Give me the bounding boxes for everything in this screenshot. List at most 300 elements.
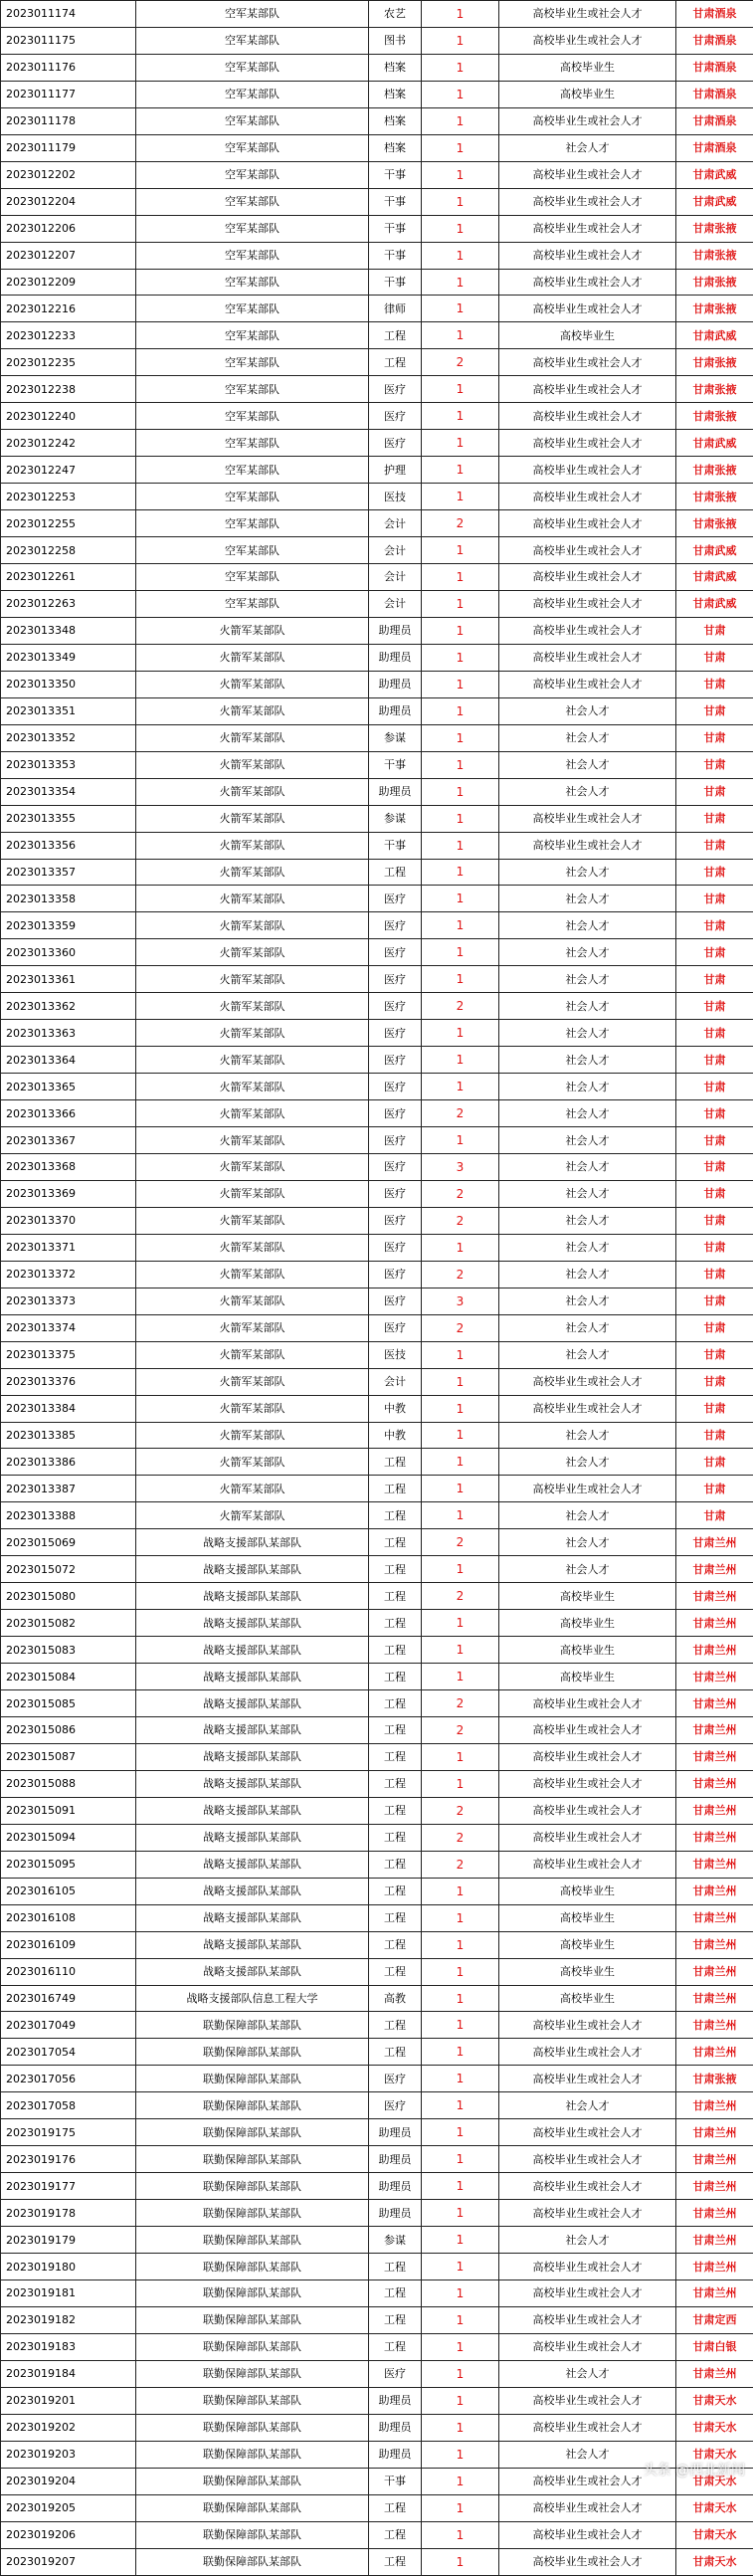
table-row bbox=[1, 2521, 753, 2548]
table-row bbox=[1, 188, 753, 215]
unit-name-cell: 战略支援部队某部队 bbox=[136, 1743, 369, 1770]
headcount-cell: 1 bbox=[422, 886, 499, 912]
position-code-cell: 2023016110 bbox=[1, 1958, 136, 1985]
post-category-cell: 助理员 bbox=[369, 2146, 422, 2173]
headcount-cell: 1 bbox=[422, 1878, 499, 1904]
headcount-cell: 2 bbox=[422, 510, 499, 537]
work-location-cell: 甘肃兰州 bbox=[676, 2173, 753, 2200]
candidate-source-cell: 高校毕业生或社会人才 bbox=[499, 1797, 676, 1824]
work-location-cell: 甘肃 bbox=[676, 1288, 753, 1314]
post-category-cell: 助理员 bbox=[369, 2200, 422, 2227]
position-code-cell: 2023015085 bbox=[1, 1690, 136, 1717]
candidate-source-cell: 高校毕业生或社会人才 bbox=[499, 1476, 676, 1502]
table-row bbox=[1, 2254, 753, 2280]
table-row bbox=[1, 993, 753, 1020]
post-category-cell: 干事 bbox=[369, 188, 422, 215]
table-row bbox=[1, 349, 753, 376]
work-location-cell: 甘肃 bbox=[676, 1476, 753, 1502]
table-row bbox=[1, 1, 753, 28]
position-code-cell: 2023011178 bbox=[1, 107, 136, 134]
unit-name-cell: 战略支援部队某部队 bbox=[136, 1931, 369, 1958]
headcount-cell: 1 bbox=[422, 590, 499, 617]
headcount-cell: 1 bbox=[422, 1341, 499, 1368]
position-code-cell: 2023012202 bbox=[1, 161, 136, 188]
candidate-source-cell: 高校毕业生或社会人才 bbox=[499, 107, 676, 134]
work-location-cell: 甘肃张掖 bbox=[676, 403, 753, 430]
headcount-cell: 1 bbox=[422, 107, 499, 134]
headcount-cell: 1 bbox=[422, 1020, 499, 1047]
table-row bbox=[1, 2092, 753, 2119]
post-category-cell: 助理员 bbox=[369, 778, 422, 805]
candidate-source-cell: 高校毕业生 bbox=[499, 81, 676, 107]
table-row bbox=[1, 1395, 753, 1422]
position-code-cell: 2023015083 bbox=[1, 1637, 136, 1664]
post-category-cell: 工程 bbox=[369, 1556, 422, 1583]
table-row bbox=[1, 1878, 753, 1904]
unit-name-cell: 火箭军某部队 bbox=[136, 617, 369, 644]
post-category-cell: 医疗 bbox=[369, 1020, 422, 1047]
position-code-cell: 2023017049 bbox=[1, 2012, 136, 2039]
work-location-cell: 甘肃兰州 bbox=[676, 1556, 753, 1583]
position-code-cell: 2023019204 bbox=[1, 2468, 136, 2494]
headcount-cell: 1 bbox=[422, 81, 499, 107]
position-code-cell: 2023019180 bbox=[1, 2254, 136, 2280]
table-row bbox=[1, 161, 753, 188]
work-location-cell: 甘肃 bbox=[676, 1449, 753, 1476]
table-row bbox=[1, 1422, 753, 1449]
table-row bbox=[1, 2414, 753, 2441]
headcount-cell: 2 bbox=[422, 349, 499, 376]
post-category-cell: 医疗 bbox=[369, 886, 422, 912]
headcount-cell: 1 bbox=[422, 161, 499, 188]
post-category-cell: 医疗 bbox=[369, 1074, 422, 1100]
headcount-cell: 1 bbox=[422, 1502, 499, 1529]
candidate-source-cell: 高校毕业生或社会人才 bbox=[499, 403, 676, 430]
headcount-cell: 2 bbox=[422, 1797, 499, 1824]
post-category-cell: 助理员 bbox=[369, 617, 422, 644]
table-row bbox=[1, 376, 753, 403]
headcount-cell: 1 bbox=[422, 1637, 499, 1664]
candidate-source-cell: 高校毕业生或社会人才 bbox=[499, 2333, 676, 2360]
table-row bbox=[1, 2200, 753, 2227]
table-row bbox=[1, 1770, 753, 1797]
work-location-cell: 甘肃酒泉 bbox=[676, 27, 753, 54]
position-code-cell: 2023017058 bbox=[1, 2092, 136, 2119]
unit-name-cell: 火箭军某部队 bbox=[136, 1180, 369, 1207]
table-row bbox=[1, 2360, 753, 2387]
unit-name-cell: 战略支援部队某部队 bbox=[136, 1770, 369, 1797]
position-code-cell: 2023011175 bbox=[1, 27, 136, 54]
position-code-cell: 2023013358 bbox=[1, 886, 136, 912]
table-row bbox=[1, 1958, 753, 1985]
work-location-cell: 甘肃 bbox=[676, 1153, 753, 1180]
candidate-source-cell: 社会人才 bbox=[499, 2441, 676, 2468]
candidate-source-cell: 高校毕业生 bbox=[499, 1583, 676, 1610]
position-code-cell: 2023019205 bbox=[1, 2494, 136, 2521]
position-code-cell: 2023019201 bbox=[1, 2387, 136, 2414]
table-row bbox=[1, 54, 753, 81]
unit-name-cell: 火箭军某部队 bbox=[136, 778, 369, 805]
table-row bbox=[1, 403, 753, 430]
candidate-source-cell: 社会人才 bbox=[499, 886, 676, 912]
unit-name-cell: 火箭军某部队 bbox=[136, 1422, 369, 1449]
work-location-cell: 甘肃兰州 bbox=[676, 1690, 753, 1717]
table-row bbox=[1, 1261, 753, 1288]
unit-name-cell: 空军某部队 bbox=[136, 54, 369, 81]
unit-name-cell: 火箭军某部队 bbox=[136, 1153, 369, 1180]
headcount-cell: 1 bbox=[422, 1743, 499, 1770]
position-code-cell: 2023012255 bbox=[1, 510, 136, 537]
candidate-source-cell: 高校毕业生或社会人才 bbox=[499, 2494, 676, 2521]
position-code-cell: 2023013364 bbox=[1, 1047, 136, 1074]
position-code-cell: 2023015082 bbox=[1, 1610, 136, 1637]
table-row bbox=[1, 859, 753, 886]
headcount-cell: 1 bbox=[422, 751, 499, 778]
candidate-source-cell: 高校毕业生 bbox=[499, 1878, 676, 1904]
candidate-source-cell: 高校毕业生或社会人才 bbox=[499, 161, 676, 188]
work-location-cell: 甘肃兰州 bbox=[676, 1904, 753, 1931]
table-row bbox=[1, 510, 753, 537]
unit-name-cell: 空军某部队 bbox=[136, 590, 369, 617]
headcount-cell: 1 bbox=[422, 1395, 499, 1422]
post-category-cell: 医疗 bbox=[369, 1153, 422, 1180]
post-category-cell: 工程 bbox=[369, 1637, 422, 1664]
candidate-source-cell: 高校毕业生或社会人才 bbox=[499, 2012, 676, 2039]
headcount-cell: 1 bbox=[422, 242, 499, 269]
headcount-cell: 1 bbox=[422, 1770, 499, 1797]
candidate-source-cell: 高校毕业生或社会人才 bbox=[499, 188, 676, 215]
post-category-cell: 工程 bbox=[369, 1610, 422, 1637]
post-category-cell: 工程 bbox=[369, 1664, 422, 1690]
work-location-cell: 甘肃兰州 bbox=[676, 2254, 753, 2280]
candidate-source-cell: 社会人才 bbox=[499, 1502, 676, 1529]
unit-name-cell: 空军某部队 bbox=[136, 564, 369, 591]
work-location-cell: 甘肃张掖 bbox=[676, 376, 753, 403]
unit-name-cell: 火箭军某部队 bbox=[136, 697, 369, 724]
candidate-source-cell: 社会人才 bbox=[499, 1020, 676, 1047]
post-category-cell: 高教 bbox=[369, 1985, 422, 2012]
candidate-source-cell: 高校毕业生 bbox=[499, 1610, 676, 1637]
unit-name-cell: 战略支援部队某部队 bbox=[136, 1878, 369, 1904]
candidate-source-cell: 高校毕业生或社会人才 bbox=[499, 430, 676, 457]
work-location-cell: 甘肃天水 bbox=[676, 2387, 753, 2414]
table-row bbox=[1, 537, 753, 564]
headcount-cell: 1 bbox=[422, 2494, 499, 2521]
work-location-cell: 甘肃兰州 bbox=[676, 1985, 753, 2012]
work-location-cell: 甘肃张掖 bbox=[676, 242, 753, 269]
position-code-cell: 2023019175 bbox=[1, 2119, 136, 2146]
post-category-cell: 医疗 bbox=[369, 1314, 422, 1341]
unit-name-cell: 联勤保障部队某部队 bbox=[136, 2092, 369, 2119]
position-code-cell: 2023019176 bbox=[1, 2146, 136, 2173]
table-row bbox=[1, 2146, 753, 2173]
unit-name-cell: 火箭军某部队 bbox=[136, 966, 369, 993]
post-category-cell: 农艺 bbox=[369, 1, 422, 28]
candidate-source-cell: 社会人才 bbox=[499, 1288, 676, 1314]
candidate-source-cell: 高校毕业生 bbox=[499, 1904, 676, 1931]
position-code-cell: 2023013371 bbox=[1, 1234, 136, 1261]
headcount-cell: 1 bbox=[422, 2306, 499, 2333]
candidate-source-cell: 社会人才 bbox=[499, 724, 676, 751]
candidate-source-cell: 高校毕业生 bbox=[499, 322, 676, 349]
candidate-source-cell: 高校毕业生或社会人才 bbox=[499, 590, 676, 617]
headcount-cell: 1 bbox=[422, 2012, 499, 2039]
candidate-source-cell: 高校毕业生或社会人才 bbox=[499, 269, 676, 296]
unit-name-cell: 空军某部队 bbox=[136, 403, 369, 430]
table-row bbox=[1, 966, 753, 993]
position-code-cell: 2023012263 bbox=[1, 590, 136, 617]
table-row bbox=[1, 1314, 753, 1341]
unit-name-cell: 火箭军某部队 bbox=[136, 1261, 369, 1288]
candidate-source-cell: 高校毕业生或社会人才 bbox=[499, 1770, 676, 1797]
unit-name-cell: 火箭军某部队 bbox=[136, 1288, 369, 1314]
post-category-cell: 工程 bbox=[369, 1502, 422, 1529]
candidate-source-cell: 社会人才 bbox=[499, 778, 676, 805]
table-row bbox=[1, 1341, 753, 1368]
position-code-cell: 2023013359 bbox=[1, 912, 136, 939]
headcount-cell: 2 bbox=[422, 993, 499, 1020]
position-code-cell: 2023012209 bbox=[1, 269, 136, 296]
work-location-cell: 甘肃 bbox=[676, 1047, 753, 1074]
unit-name-cell: 火箭军某部队 bbox=[136, 1207, 369, 1234]
work-location-cell: 甘肃张掖 bbox=[676, 484, 753, 510]
unit-name-cell: 战略支援部队某部队 bbox=[136, 1610, 369, 1637]
work-location-cell: 甘肃 bbox=[676, 939, 753, 966]
work-location-cell: 甘肃兰州 bbox=[676, 1610, 753, 1637]
candidate-source-cell: 社会人才 bbox=[499, 1100, 676, 1127]
position-code-cell: 2023015080 bbox=[1, 1583, 136, 1610]
headcount-cell: 1 bbox=[422, 1074, 499, 1100]
table-row bbox=[1, 1931, 753, 1958]
unit-name-cell: 火箭军某部队 bbox=[136, 939, 369, 966]
unit-name-cell: 空军某部队 bbox=[136, 242, 369, 269]
position-code-cell: 2023013356 bbox=[1, 832, 136, 859]
work-location-cell: 甘肃定西 bbox=[676, 2306, 753, 2333]
candidate-source-cell: 高校毕业生或社会人才 bbox=[499, 2173, 676, 2200]
position-code-cell: 2023019184 bbox=[1, 2360, 136, 2387]
unit-name-cell: 战略支援部队某部队 bbox=[136, 1824, 369, 1851]
position-code-cell: 2023012233 bbox=[1, 322, 136, 349]
candidate-source-cell: 高校毕业生或社会人才 bbox=[499, 2146, 676, 2173]
candidate-source-cell: 高校毕业生或社会人才 bbox=[499, 27, 676, 54]
work-location-cell: 甘肃张掖 bbox=[676, 510, 753, 537]
post-category-cell: 工程 bbox=[369, 1476, 422, 1502]
work-location-cell: 甘肃兰州 bbox=[676, 1717, 753, 1744]
position-code-cell: 2023012258 bbox=[1, 537, 136, 564]
headcount-cell: 1 bbox=[422, 1556, 499, 1583]
work-location-cell: 甘肃兰州 bbox=[676, 2360, 753, 2387]
unit-name-cell: 火箭军某部队 bbox=[136, 1074, 369, 1100]
candidate-source-cell: 社会人才 bbox=[499, 1153, 676, 1180]
candidate-source-cell: 高校毕业生或社会人才 bbox=[499, 2414, 676, 2441]
table-row bbox=[1, 2494, 753, 2521]
unit-name-cell: 联勤保障部队某部队 bbox=[136, 2306, 369, 2333]
candidate-source-cell: 高校毕业生或社会人才 bbox=[499, 242, 676, 269]
post-category-cell: 参谋 bbox=[369, 2227, 422, 2254]
position-code-cell: 2023019206 bbox=[1, 2521, 136, 2548]
position-code-cell: 2023017056 bbox=[1, 2066, 136, 2092]
position-code-cell: 2023013367 bbox=[1, 1127, 136, 1154]
headcount-cell: 1 bbox=[422, 484, 499, 510]
position-code-cell: 2023013370 bbox=[1, 1207, 136, 1234]
headcount-cell: 1 bbox=[422, 134, 499, 161]
work-location-cell: 甘肃 bbox=[676, 1368, 753, 1395]
headcount-cell: 1 bbox=[422, 2414, 499, 2441]
work-location-cell: 甘肃兰州 bbox=[676, 1664, 753, 1690]
work-location-cell: 甘肃 bbox=[676, 644, 753, 671]
unit-name-cell: 联勤保障部队某部队 bbox=[136, 2066, 369, 2092]
position-code-cell: 2023012240 bbox=[1, 403, 136, 430]
position-code-cell: 2023013388 bbox=[1, 1502, 136, 1529]
position-code-cell: 2023013365 bbox=[1, 1074, 136, 1100]
headcount-cell: 1 bbox=[422, 2468, 499, 2494]
candidate-source-cell: 高校毕业生或社会人才 bbox=[499, 1851, 676, 1878]
candidate-source-cell: 高校毕业生 bbox=[499, 1931, 676, 1958]
candidate-source-cell: 高校毕业生或社会人才 bbox=[499, 832, 676, 859]
position-code-cell: 2023011174 bbox=[1, 1, 136, 28]
candidate-source-cell: 社会人才 bbox=[499, 1529, 676, 1556]
headcount-cell: 1 bbox=[422, 2092, 499, 2119]
headcount-cell: 1 bbox=[422, 457, 499, 484]
position-code-cell: 2023012235 bbox=[1, 349, 136, 376]
candidate-source-cell: 高校毕业生或社会人才 bbox=[499, 215, 676, 242]
table-row bbox=[1, 912, 753, 939]
position-code-cell: 2023013357 bbox=[1, 859, 136, 886]
work-location-cell: 甘肃 bbox=[676, 805, 753, 832]
post-category-cell: 助理员 bbox=[369, 2414, 422, 2441]
candidate-source-cell: 社会人才 bbox=[499, 2092, 676, 2119]
table-row bbox=[1, 2280, 753, 2307]
table-row bbox=[1, 269, 753, 296]
table-row bbox=[1, 1074, 753, 1100]
table-row bbox=[1, 1690, 753, 1717]
headcount-cell: 1 bbox=[422, 644, 499, 671]
position-code-cell: 2023011176 bbox=[1, 54, 136, 81]
table-row bbox=[1, 2119, 753, 2146]
position-code-cell: 2023015069 bbox=[1, 1529, 136, 1556]
position-code-cell: 2023013368 bbox=[1, 1153, 136, 1180]
unit-name-cell: 联勤保障部队某部队 bbox=[136, 2254, 369, 2280]
headcount-cell: 1 bbox=[422, 617, 499, 644]
work-location-cell: 甘肃天水 bbox=[676, 2548, 753, 2575]
candidate-source-cell: 社会人才 bbox=[499, 966, 676, 993]
work-location-cell: 甘肃兰州 bbox=[676, 1583, 753, 1610]
headcount-cell: 1 bbox=[422, 376, 499, 403]
position-code-cell: 2023012261 bbox=[1, 564, 136, 591]
headcount-cell: 1 bbox=[422, 1047, 499, 1074]
headcount-cell: 1 bbox=[422, 2254, 499, 2280]
post-category-cell: 工程 bbox=[369, 859, 422, 886]
post-category-cell: 医疗 bbox=[369, 939, 422, 966]
table-row bbox=[1, 1529, 753, 1556]
post-category-cell: 会计 bbox=[369, 537, 422, 564]
position-code-cell: 2023015072 bbox=[1, 1556, 136, 1583]
unit-name-cell: 联勤保障部队某部队 bbox=[136, 2414, 369, 2441]
headcount-cell: 1 bbox=[422, 2333, 499, 2360]
candidate-source-cell: 高校毕业生或社会人才 bbox=[499, 376, 676, 403]
unit-name-cell: 空军某部队 bbox=[136, 430, 369, 457]
post-category-cell: 医疗 bbox=[369, 403, 422, 430]
candidate-source-cell: 高校毕业生或社会人才 bbox=[499, 2039, 676, 2066]
table-row bbox=[1, 2441, 753, 2468]
table-row bbox=[1, 564, 753, 591]
work-location-cell: 甘肃兰州 bbox=[676, 1529, 753, 1556]
work-location-cell: 甘肃天水 bbox=[676, 2414, 753, 2441]
post-category-cell: 工程 bbox=[369, 1770, 422, 1797]
post-category-cell: 护理 bbox=[369, 457, 422, 484]
candidate-source-cell: 高校毕业生或社会人才 bbox=[499, 1368, 676, 1395]
work-location-cell: 甘肃 bbox=[676, 886, 753, 912]
unit-name-cell: 联勤保障部队某部队 bbox=[136, 2548, 369, 2575]
position-code-cell: 2023012253 bbox=[1, 484, 136, 510]
post-category-cell: 中教 bbox=[369, 1422, 422, 1449]
table-row bbox=[1, 2468, 753, 2494]
headcount-cell: 1 bbox=[422, 1368, 499, 1395]
position-code-cell: 2023019177 bbox=[1, 2173, 136, 2200]
unit-name-cell: 火箭军某部队 bbox=[136, 671, 369, 697]
unit-name-cell: 战略支援部队某部队 bbox=[136, 1797, 369, 1824]
position-code-cell: 2023015084 bbox=[1, 1664, 136, 1690]
post-category-cell: 助理员 bbox=[369, 2173, 422, 2200]
unit-name-cell: 战略支援部队某部队 bbox=[136, 1851, 369, 1878]
position-code-cell: 2023019179 bbox=[1, 2227, 136, 2254]
work-location-cell: 甘肃武威 bbox=[676, 322, 753, 349]
table-row bbox=[1, 886, 753, 912]
table-row bbox=[1, 1985, 753, 2012]
unit-name-cell: 联勤保障部队某部队 bbox=[136, 2039, 369, 2066]
post-category-cell: 医疗 bbox=[369, 1288, 422, 1314]
position-code-cell: 2023015095 bbox=[1, 1851, 136, 1878]
headcount-cell: 1 bbox=[422, 1, 499, 28]
post-category-cell: 工程 bbox=[369, 1851, 422, 1878]
unit-name-cell: 火箭军某部队 bbox=[136, 912, 369, 939]
work-location-cell: 甘肃酒泉 bbox=[676, 134, 753, 161]
unit-name-cell: 火箭军某部队 bbox=[136, 1047, 369, 1074]
headcount-cell: 2 bbox=[422, 1314, 499, 1341]
candidate-source-cell: 高校毕业生或社会人才 bbox=[499, 537, 676, 564]
position-code-cell: 2023017054 bbox=[1, 2039, 136, 2066]
position-code-cell: 2023013353 bbox=[1, 751, 136, 778]
work-location-cell: 甘肃天水 bbox=[676, 2494, 753, 2521]
position-code-cell: 2023013369 bbox=[1, 1180, 136, 1207]
headcount-cell: 2 bbox=[422, 1851, 499, 1878]
work-location-cell: 甘肃白银 bbox=[676, 2333, 753, 2360]
unit-name-cell: 火箭军某部队 bbox=[136, 1020, 369, 1047]
unit-name-cell: 空军某部队 bbox=[136, 134, 369, 161]
candidate-source-cell: 社会人才 bbox=[499, 993, 676, 1020]
candidate-source-cell: 高校毕业生或社会人才 bbox=[499, 671, 676, 697]
position-code-cell: 2023013351 bbox=[1, 697, 136, 724]
post-category-cell: 助理员 bbox=[369, 644, 422, 671]
post-category-cell: 会计 bbox=[369, 564, 422, 591]
candidate-source-cell: 高校毕业生或社会人才 bbox=[499, 510, 676, 537]
candidate-source-cell: 高校毕业生或社会人才 bbox=[499, 2306, 676, 2333]
unit-name-cell: 联勤保障部队某部队 bbox=[136, 2333, 369, 2360]
candidate-source-cell: 社会人才 bbox=[499, 1422, 676, 1449]
headcount-cell: 1 bbox=[422, 2200, 499, 2227]
table-row bbox=[1, 644, 753, 671]
unit-name-cell: 战略支援部队某部队 bbox=[136, 1958, 369, 1985]
headcount-cell: 1 bbox=[422, 1422, 499, 1449]
position-code-cell: 2023015087 bbox=[1, 1743, 136, 1770]
work-location-cell: 甘肃兰州 bbox=[676, 1824, 753, 1851]
candidate-source-cell: 高校毕业生 bbox=[499, 54, 676, 81]
work-location-cell: 甘肃天水 bbox=[676, 2521, 753, 2548]
work-location-cell: 甘肃 bbox=[676, 617, 753, 644]
position-code-cell: 2023019181 bbox=[1, 2280, 136, 2307]
post-category-cell: 医疗 bbox=[369, 2066, 422, 2092]
headcount-cell: 1 bbox=[422, 403, 499, 430]
